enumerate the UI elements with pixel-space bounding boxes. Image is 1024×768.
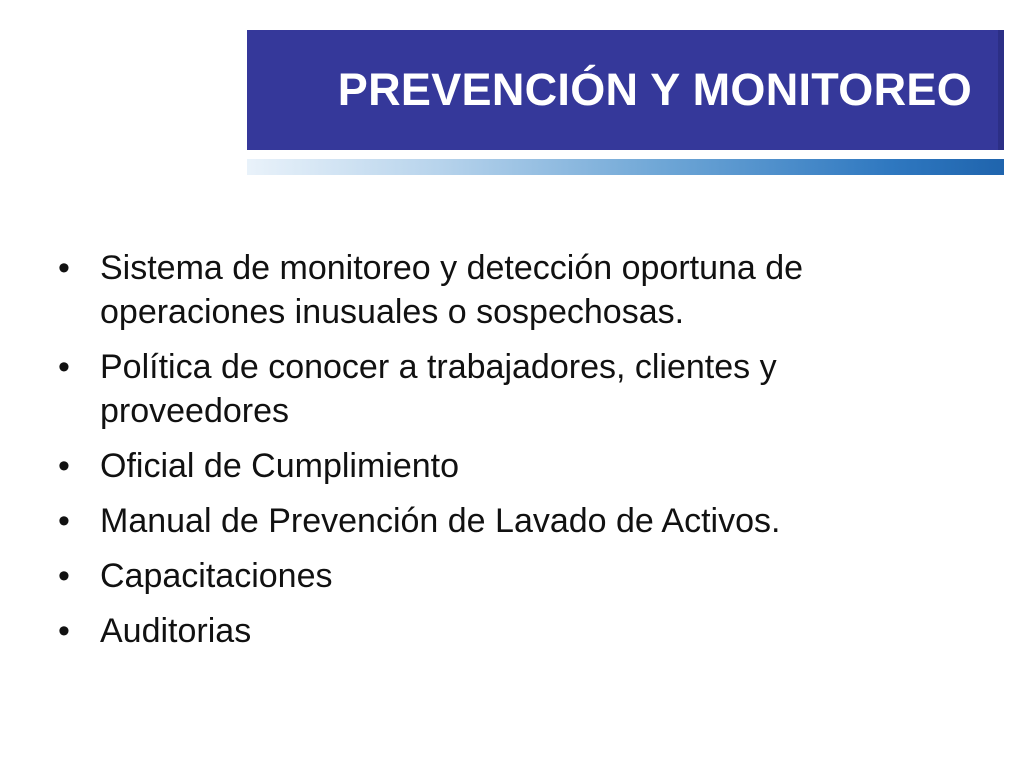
bullet-text: Capacitaciones bbox=[100, 557, 333, 595]
bullet-text: Política de conocer a trabajadores, clientes y proveedores bbox=[100, 348, 777, 430]
title-accent-bar bbox=[247, 159, 1004, 175]
bullet-text: Sistema de monitoreo y detección oportuna de operaciones inusuales o sospechosas. bbox=[100, 249, 804, 331]
bullet-text: Auditorias bbox=[100, 612, 252, 650]
bullet-icon: • bbox=[58, 612, 70, 650]
bullet-icon: • bbox=[58, 557, 70, 595]
bullet-item bbox=[58, 499, 958, 543]
bullet-item bbox=[58, 444, 958, 488]
bullet-icon: • bbox=[58, 502, 70, 540]
slide-title: PREVENCIÓN Y MONITOREO bbox=[337, 64, 972, 115]
bullet-icon: • bbox=[58, 447, 70, 485]
bullet-item bbox=[58, 609, 958, 653]
bullet-item bbox=[58, 345, 958, 433]
bullet-icon: • bbox=[58, 249, 70, 287]
bullet-list bbox=[58, 246, 958, 664]
bullet-item bbox=[58, 554, 958, 598]
bullet-text: Manual de Prevención de Lavado de Activos. bbox=[100, 502, 781, 540]
title-banner bbox=[247, 30, 1004, 150]
bullet-text: Oficial de Cumplimiento bbox=[100, 447, 460, 485]
bullet-item bbox=[58, 246, 958, 334]
bullet-icon: • bbox=[58, 348, 70, 386]
